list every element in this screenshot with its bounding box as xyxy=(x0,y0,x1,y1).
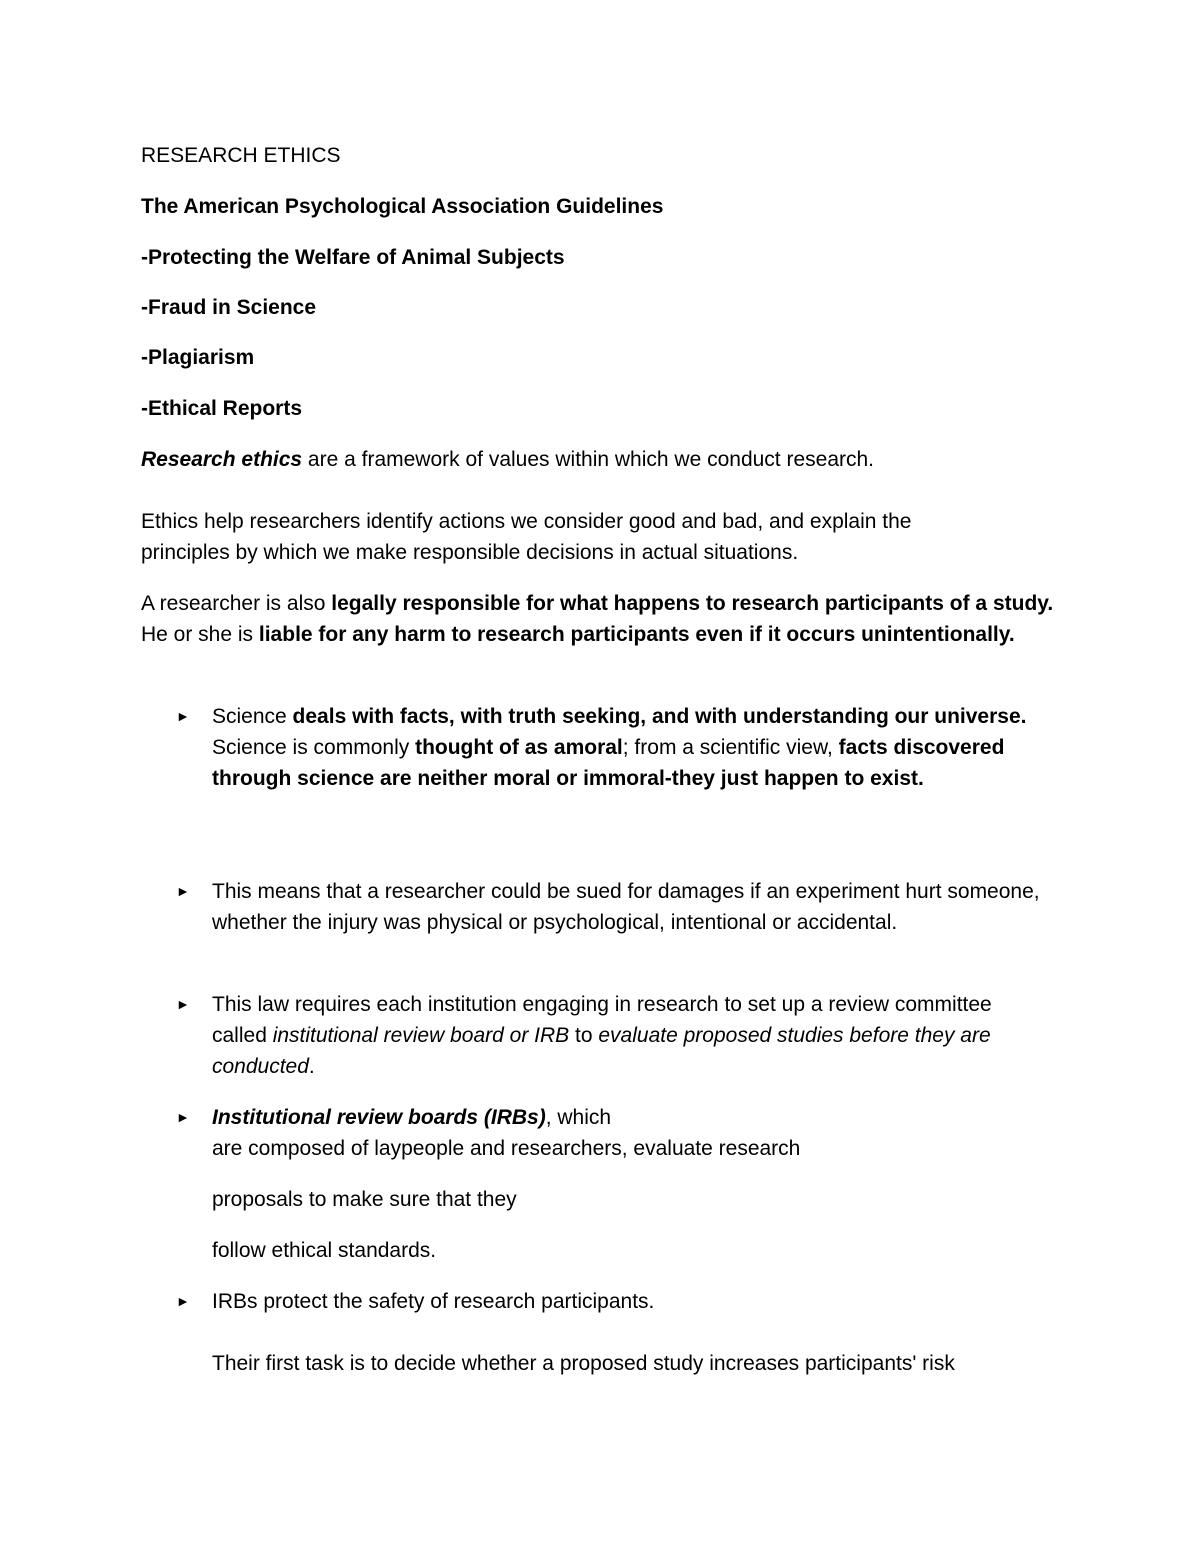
irb-line: are composed of laypeople and researchers, evaluate research xyxy=(212,1137,801,1160)
safety-followup-line: Their first task is to decide whether a proposed study increases participants' risk xyxy=(212,1352,955,1375)
bullet-text: This law requires each institution engaging in research to set up a review committee called xyxy=(212,993,992,1047)
document-subtitle: The American Psychological Association Guidelines xyxy=(141,195,664,218)
topic-item: -Protecting the Welfare of Animal Subjects xyxy=(141,246,565,269)
bullet-arrow-icon: ► xyxy=(176,1109,190,1125)
document-title: RESEARCH ETHICS xyxy=(141,144,341,167)
bullet-text: Science xyxy=(212,705,293,728)
topic-item: -Ethical Reports xyxy=(141,397,303,420)
definition-term: Research ethics xyxy=(141,448,303,471)
bullet-item-damages: This means that a researcher could be sued for damages if an experiment hurt someone, whether the injury was physical or psychological, intentional or accidental. xyxy=(212,880,1040,934)
bullet-item-law xyxy=(212,989,1052,1082)
bullet-item-science xyxy=(212,701,1052,794)
bullet-bold-text: facts discovered through science are neither moral or immoral-they just happen to exist. xyxy=(212,736,1005,790)
bullet-arrow-icon: ► xyxy=(176,996,190,1012)
bullet-bold-text: thought of as amoral xyxy=(415,736,623,759)
bullet-italic-text: institutional review board or IRB xyxy=(272,1024,570,1047)
ethics-help-line: principles by which we make responsible decisions in actual situations. xyxy=(141,541,799,564)
legal-lead: A researcher is also xyxy=(141,592,332,615)
bullet-arrow-icon: ► xyxy=(176,1293,190,1309)
bullet-text: . xyxy=(308,1055,315,1078)
irb-line: follow ethical standards. xyxy=(212,1239,437,1262)
bullet-arrow-icon: ► xyxy=(176,708,190,724)
bullet-text: to xyxy=(569,1024,599,1047)
bullet-item-safety: IRBs protect the safety of research participants. xyxy=(212,1290,655,1313)
bullet-item-irb xyxy=(212,1102,1072,1133)
irb-line: proposals to make sure that they xyxy=(212,1188,517,1211)
bullet-text: ; from a scientific view, xyxy=(622,736,839,759)
legal-bold-2: liable for any harm to research participants even if it occurs unintentionally. xyxy=(258,623,1015,646)
topic-item: -Fraud in Science xyxy=(141,296,317,319)
bullet-italic-text: evaluate proposed studies before they are conducted xyxy=(212,1024,991,1078)
bullet-text: Science is commonly xyxy=(212,736,416,759)
definition-paragraph xyxy=(141,444,874,475)
bullet-text: , which xyxy=(545,1106,612,1129)
topic-item: -Plagiarism xyxy=(141,346,255,369)
ethics-help-line: Ethics help researchers identify actions we consider good and bad, and explain the xyxy=(141,510,912,533)
legal-bold-1: legally responsible for what happens to research participants of a study. xyxy=(331,592,1054,615)
legal-paragraph xyxy=(141,588,1066,650)
bullet-arrow-icon: ► xyxy=(176,883,190,899)
irb-term: Institutional review boards (IRBs) xyxy=(212,1106,546,1129)
legal-mid: He or she is xyxy=(141,623,259,646)
definition-text: are a framework of values within which we conduct research. xyxy=(302,448,875,471)
bullet-bold-text: deals with facts, with truth seeking, and with understanding our universe. xyxy=(292,705,1027,728)
